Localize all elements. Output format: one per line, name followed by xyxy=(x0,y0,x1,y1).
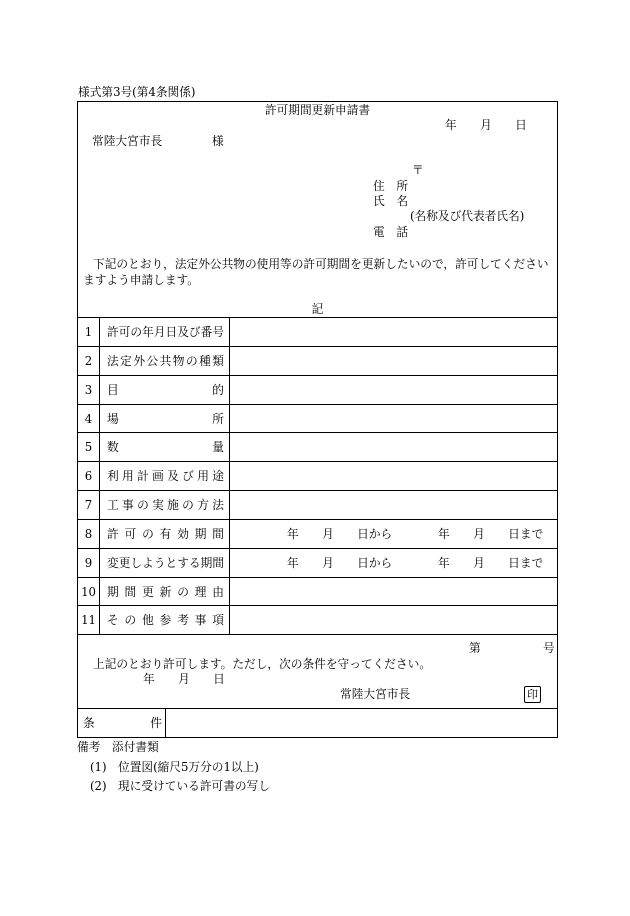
label-character: 物 xyxy=(172,354,185,368)
row-label xyxy=(107,556,224,570)
label-character: 施 xyxy=(167,498,179,512)
label-character: す xyxy=(177,556,189,570)
label-character: 画 xyxy=(152,469,164,483)
label-character: 変 xyxy=(107,556,119,570)
row-label-cell xyxy=(100,433,230,461)
label-character: 理 xyxy=(194,584,207,599)
row-label xyxy=(107,383,224,397)
address-label: 住 所 xyxy=(373,179,409,193)
label-character: 及 xyxy=(167,469,179,483)
label-character: 方 xyxy=(197,498,209,512)
label-character: 間 xyxy=(212,556,225,570)
row-number: 6 xyxy=(78,462,100,490)
row-label xyxy=(107,498,224,512)
row-value-blank xyxy=(230,578,557,605)
label-character: 可 xyxy=(124,527,137,541)
label-character: 日 xyxy=(165,325,178,339)
label-character: 利 xyxy=(107,469,119,483)
label-character: 有 xyxy=(159,527,172,541)
row-label-cell xyxy=(100,405,230,432)
label-character: 可 xyxy=(118,325,131,339)
row-label xyxy=(107,469,224,483)
row-permit-date-and-number xyxy=(78,318,557,347)
label-character: 月 xyxy=(153,325,166,339)
label-character: 号 xyxy=(212,325,225,339)
label-character: 件 xyxy=(150,716,162,730)
approval-date: 年 月 日 xyxy=(143,672,225,686)
row-label-cell xyxy=(100,462,230,490)
label-character: 番 xyxy=(200,325,213,339)
label-character: の xyxy=(142,527,154,541)
label-character: 考 xyxy=(177,613,189,627)
label-character: 由 xyxy=(212,584,224,599)
details-heading: 記 xyxy=(311,302,324,316)
label-character: と xyxy=(165,556,178,570)
attachments-label: 添付書類 xyxy=(112,740,159,754)
row-label xyxy=(107,325,224,339)
label-character: 更 xyxy=(118,556,131,570)
row-label-cell xyxy=(100,347,230,375)
conditions-label xyxy=(83,716,162,730)
row-value-blank xyxy=(230,491,557,519)
row-requested-period xyxy=(78,549,557,578)
row-quantity xyxy=(78,433,557,462)
label-character: 目 xyxy=(107,383,119,397)
label-character: 場 xyxy=(107,411,119,426)
period-from: 年 月 日から xyxy=(287,527,393,541)
label-character: し xyxy=(130,556,143,570)
form-title: 許可期間更新申請書 xyxy=(264,103,371,117)
form-number: 様式第3号(第4条関係) xyxy=(78,85,196,99)
application-date: 年 月 日 xyxy=(445,118,527,132)
attachment-text: 現に受けている許可書の写し xyxy=(118,779,270,793)
row-label xyxy=(107,527,224,541)
label-character: 更 xyxy=(142,584,154,599)
label-character: 期 xyxy=(200,556,213,570)
period-cell xyxy=(230,520,557,548)
label-character: う xyxy=(153,556,166,570)
label-character: び xyxy=(188,325,201,339)
row-value-blank xyxy=(230,376,557,404)
row-number: 2 xyxy=(78,347,100,375)
row-label-cell xyxy=(100,376,230,404)
label-character: 用 xyxy=(197,469,209,483)
row-value-blank xyxy=(230,433,557,461)
label-character: の xyxy=(182,498,194,512)
permit-number-suffix: 号 xyxy=(543,641,555,655)
label-character: び xyxy=(182,469,194,483)
label-character: 的 xyxy=(212,383,224,397)
label-character: 類 xyxy=(212,354,224,368)
row-construction-method xyxy=(78,491,557,520)
label-character: 共 xyxy=(159,354,172,368)
row-number: 10 xyxy=(78,578,100,605)
addressee-honorific: 様 xyxy=(212,134,224,148)
label-character: 外 xyxy=(133,354,146,368)
attachment-text: 位置図(縮尺5万分の1以上) xyxy=(118,760,259,774)
row-label xyxy=(107,585,224,599)
row-number: 3 xyxy=(78,376,100,404)
request-text: 下記のとおり，法定外公共物の使用等の許可期間を更新したいので，許可してくださいますよう申請します。 xyxy=(83,257,549,287)
row-number: 8 xyxy=(78,520,100,548)
label-character: 用 xyxy=(122,469,134,483)
label-character: 効 xyxy=(177,527,189,541)
period-from: 年 月 日から xyxy=(287,556,393,570)
label-character: 許 xyxy=(107,325,119,339)
label-character: る xyxy=(188,556,201,570)
row-permit-validity-period xyxy=(78,520,557,549)
conditions-value-blank xyxy=(166,709,557,737)
row-number: 11 xyxy=(78,606,100,634)
label-character: 種 xyxy=(199,354,211,368)
label-character: 工 xyxy=(107,498,119,512)
row-label xyxy=(107,440,224,454)
label-character: 間 xyxy=(124,584,137,599)
issuer-name: 常陸大宮市長 xyxy=(340,687,411,701)
label-character: 途 xyxy=(212,469,224,483)
label-character: の xyxy=(124,613,137,627)
label-character: 許 xyxy=(107,527,119,541)
row-value-blank xyxy=(230,318,557,346)
label-character: 年 xyxy=(142,325,154,339)
attachment-marker: (1) xyxy=(90,760,107,774)
label-character: 条 xyxy=(83,716,95,730)
label-character: 事 xyxy=(194,613,207,627)
row-location xyxy=(78,405,557,433)
label-character: 計 xyxy=(137,469,149,483)
row-public-property-type xyxy=(78,347,557,376)
label-character: 数 xyxy=(107,440,119,454)
approval-text: 上記のとおり許可します。ただし，次の条件を守ってください。 xyxy=(93,657,432,671)
label-character: 期 xyxy=(107,584,119,599)
label-character: 間 xyxy=(212,527,224,541)
attachment-marker: (2) xyxy=(90,779,107,793)
label-character: 定 xyxy=(120,354,132,368)
label-character: 公 xyxy=(146,354,159,368)
postal-mark: 〒 xyxy=(412,163,424,177)
label-character: 法 xyxy=(107,354,119,368)
name-label: 氏 名 xyxy=(373,194,409,208)
row-number: 9 xyxy=(78,549,100,577)
label-character: の xyxy=(177,584,189,599)
period-to: 年 月 日まで xyxy=(438,556,544,570)
row-value-blank xyxy=(230,462,557,490)
row-label-cell xyxy=(100,318,230,346)
row-purpose xyxy=(78,376,557,405)
label-character: 及 xyxy=(177,325,189,339)
label-character: 所 xyxy=(212,411,224,426)
row-label-cell xyxy=(100,491,230,519)
period-to: 年 月 日まで xyxy=(438,527,544,541)
label-character: 項 xyxy=(212,613,224,627)
row-number: 5 xyxy=(78,433,100,461)
row-number: 1 xyxy=(78,318,100,346)
period-cell xyxy=(230,549,557,577)
row-number: 7 xyxy=(78,491,100,519)
label-character: 参 xyxy=(159,613,172,627)
row-label xyxy=(107,412,224,426)
row-label-cell xyxy=(100,549,230,577)
row-label-cell xyxy=(100,578,230,605)
form-frame xyxy=(77,101,558,738)
label-character: 他 xyxy=(142,613,154,627)
details-table xyxy=(78,317,557,635)
label-character: の xyxy=(185,354,198,368)
conditions-label-cell xyxy=(78,709,166,737)
row-other-notes xyxy=(78,606,557,635)
label-character: 新 xyxy=(159,584,172,599)
seal-box xyxy=(524,686,541,703)
approval-section xyxy=(78,635,557,709)
label-character: 量 xyxy=(212,440,224,454)
phone-label: 電 話 xyxy=(373,225,409,239)
label-character: 事 xyxy=(122,498,134,512)
conditions-row xyxy=(78,709,557,737)
addressee-name: 常陸大宮市長 xyxy=(92,134,163,148)
label-character: の xyxy=(130,325,143,339)
permit-number-prefix: 第 xyxy=(469,641,481,655)
row-label xyxy=(107,354,224,368)
label-character: そ xyxy=(107,613,119,627)
label-character: 法 xyxy=(212,498,224,512)
label-character: 期 xyxy=(194,527,207,541)
row-usage-plan xyxy=(78,462,557,491)
name-note: (名称及び代表者氏名) xyxy=(410,209,525,223)
row-label-cell xyxy=(100,520,230,548)
row-value-blank xyxy=(230,606,557,634)
row-number: 4 xyxy=(78,405,100,432)
remarks-label: 備考 xyxy=(77,740,101,754)
row-value-blank xyxy=(230,405,557,432)
label-character: 実 xyxy=(152,498,164,512)
row-label xyxy=(107,613,224,627)
seal-mark: 印 xyxy=(527,688,538,701)
row-label-cell xyxy=(100,606,230,634)
row-value-blank xyxy=(230,347,557,375)
label-character: の xyxy=(137,498,149,512)
label-character: よ xyxy=(142,556,154,570)
row-renewal-reason xyxy=(78,578,557,606)
